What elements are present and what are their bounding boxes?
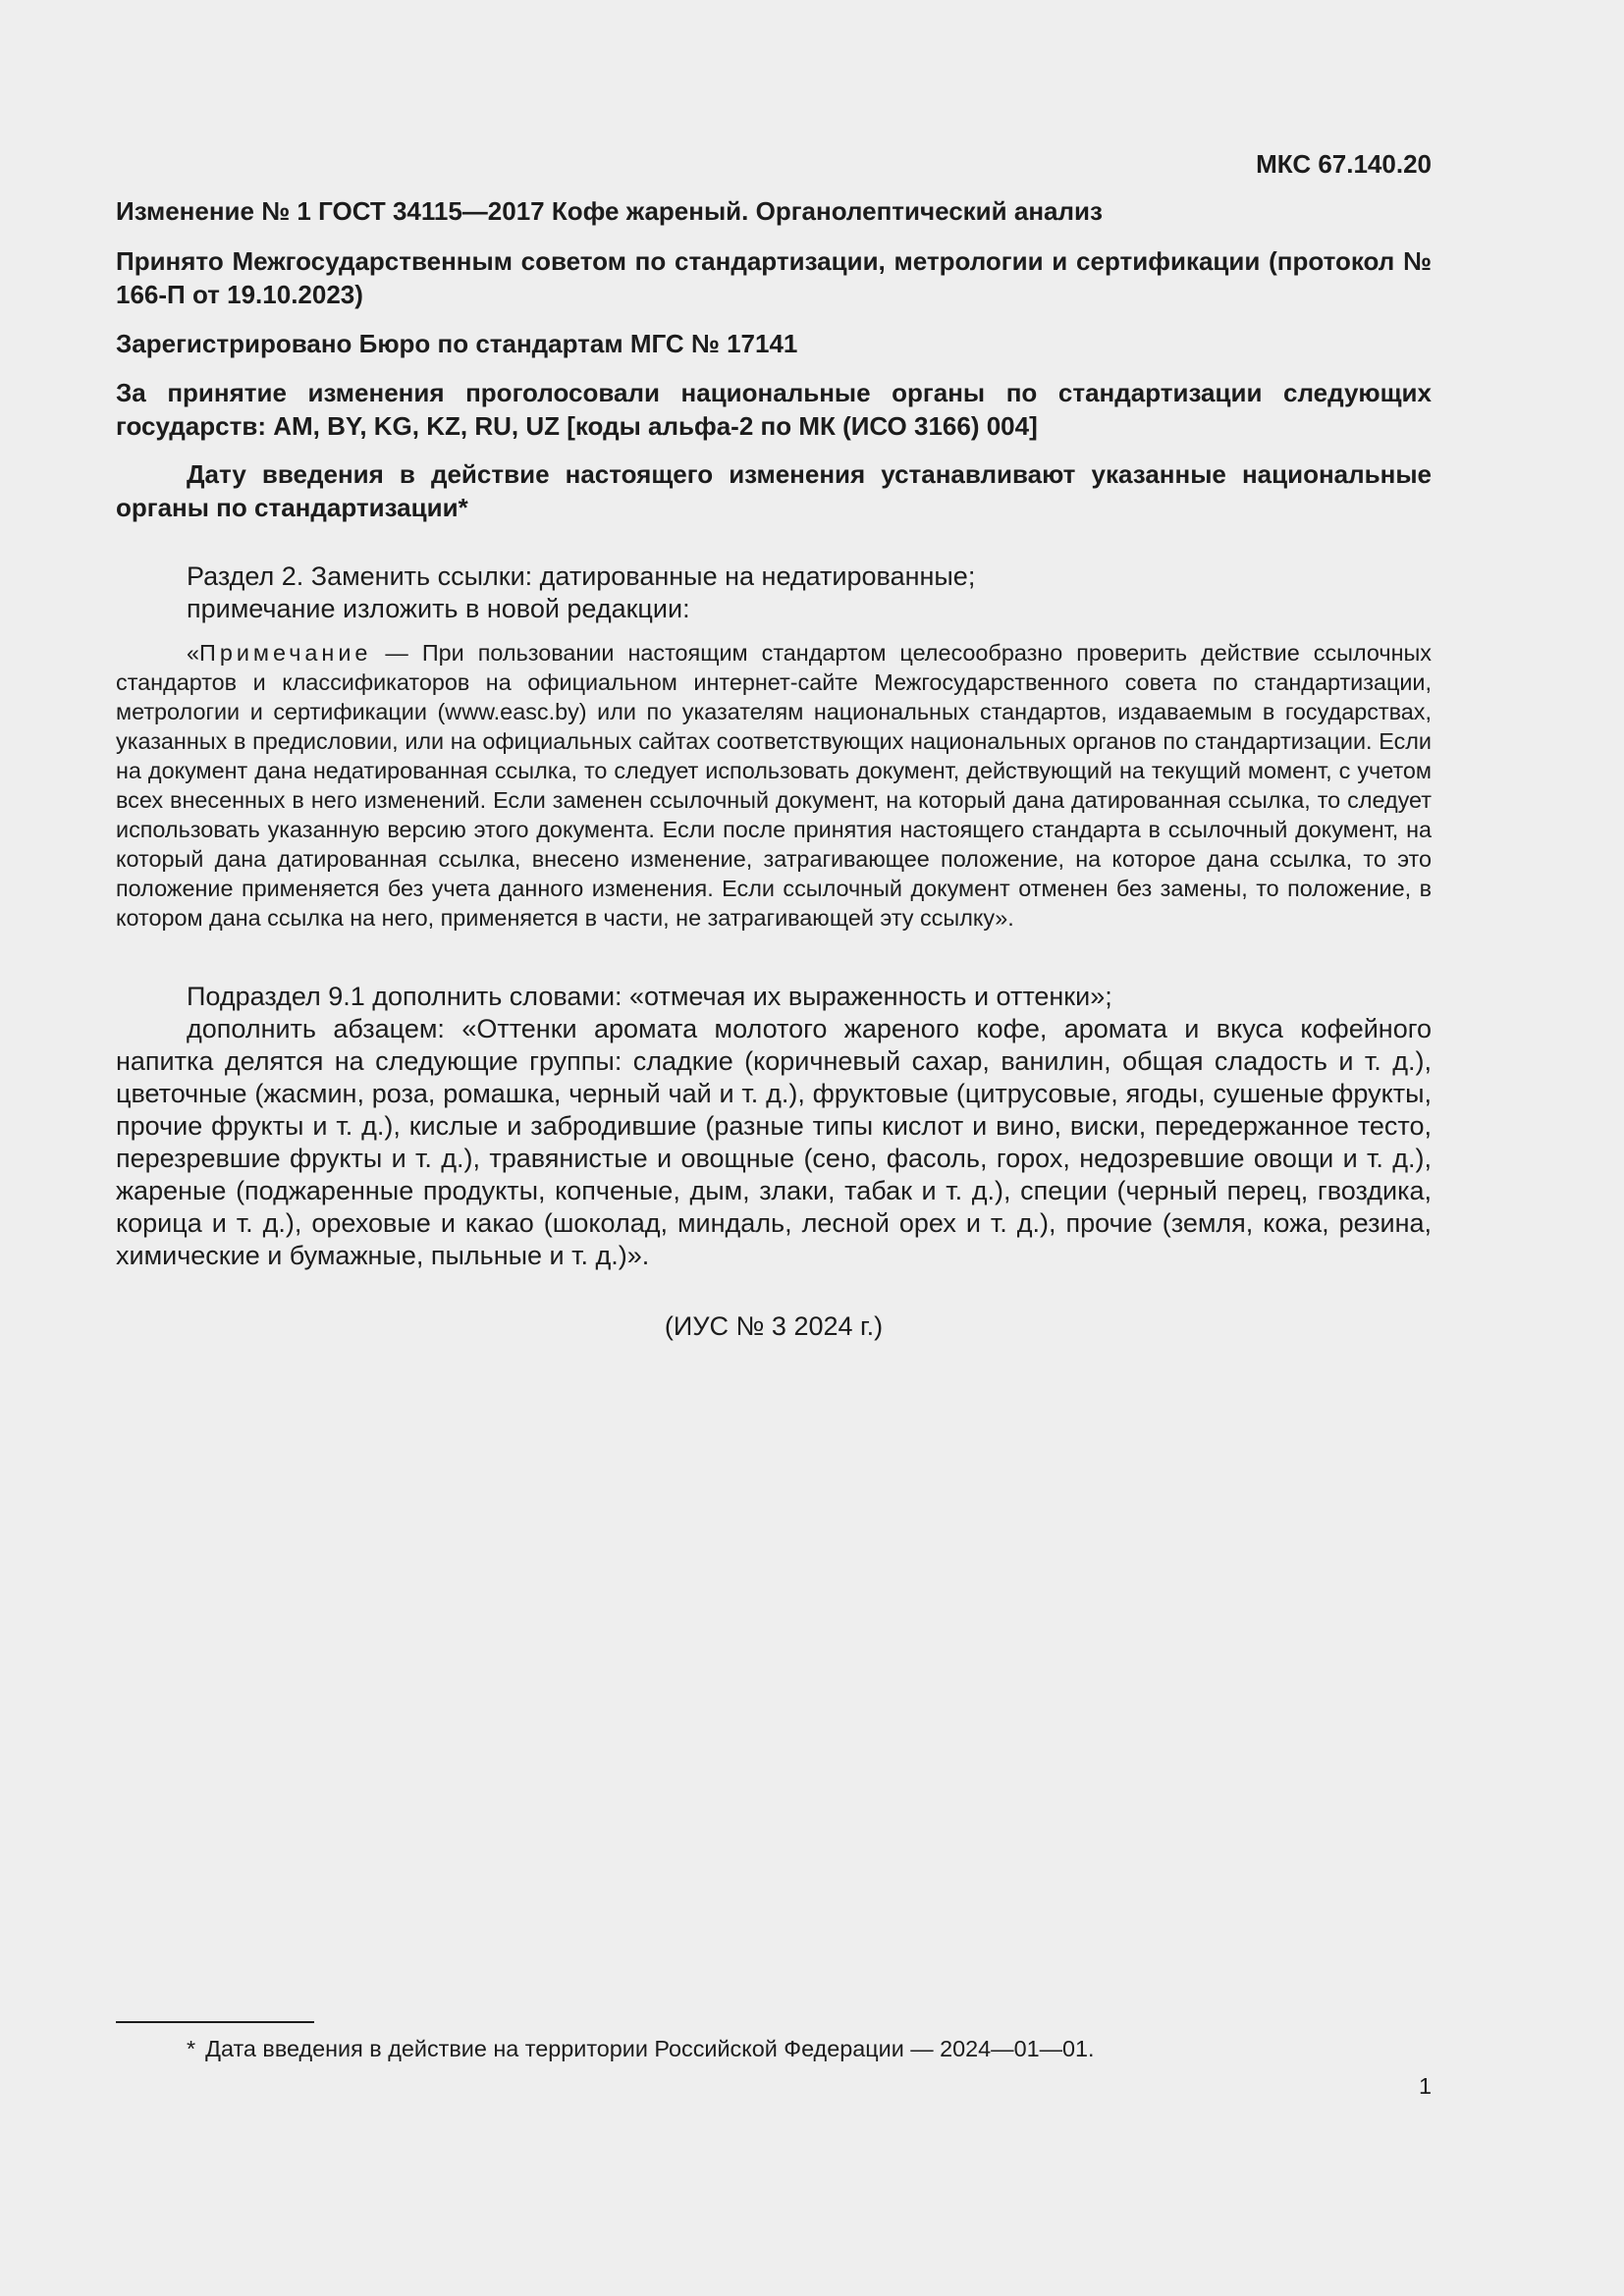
amendment-title: Изменение № 1 ГОСТ 34115—2017 Кофе жареный. Органолептический анализ	[116, 196, 1103, 226]
classification-code: МКС 67.140.20	[1256, 149, 1432, 179]
section-2-line-2: примечание изложить в новой редакции:	[187, 594, 690, 623]
section-2-instructions	[116, 561, 1432, 625]
note-open-quote: «	[187, 640, 200, 666]
adoption-statement: Принято Межгосударственным советом по стандартизации, метрологии и сертификации (протокол № 166-П от 19.10.2023)	[116, 246, 1432, 309]
footnote-divider	[116, 2021, 314, 2023]
section-2-line-1: Раздел 2. Заменить ссылки: датированные на недатированные;	[187, 561, 976, 591]
footnote-mark: *	[187, 2036, 196, 2061]
page-number: 1	[1418, 2073, 1432, 2099]
note-paragraph	[116, 638, 1432, 933]
note-label: Примечание	[199, 640, 372, 666]
subsection-9-1-instructions	[116, 981, 1432, 1272]
effective-date-statement: Дату введения в действие настоящего изменения устанавливают указанные национальные органы по стандартизации*	[116, 459, 1432, 522]
note-text: — При пользовании настоящим стандартом целесообразно проверить действие ссылочных стандартов и классификаторов на официальном интернет-сайте Межгосударственного совета по стандартизации, метрологии и сертификации (www.easc.by) или по указателям национальных стандартов, издаваемым в государствах, указанных в предисловии, или на официальных сайтах соответствующих национальных органов по стандартизации. Если на документ дана недатированная ссылка, то следует использовать документ, действующий на текущий момент, с учетом всех внесенных в него изменений. Если заменен ссылочный документ, на который дана датированная ссылка, то следует использовать указанную версию этого документа. Если после принятия настоящего стандарта в ссылочный документ, на который дана датированная ссылка, внесено изменение, затрагивающее положение, на которое дана ссылка, то это положение применяется без учета данного изменения. Если ссылочный документ отменен без замены, то положение, в котором дана ссылка на него, применяется в части, не затрагивающей эту ссылку».	[116, 640, 1432, 931]
registration-statement: Зарегистрировано Бюро по стандартам МГС № 17141	[116, 329, 798, 358]
footnote-text: Дата введения в действие на территории Российской Федерации — 2024—01—01.	[205, 2036, 1095, 2061]
subsection-9-1-line-1: Подраздел 9.1 дополнить словами: «отмечая их выраженность и оттенки»;	[187, 982, 1112, 1011]
voting-statement: За принятие изменения проголосовали национальные органы по стандартизации следующих государств: AM, BY, KG, KZ, RU, UZ [коды альфа-2 по МК (ИСО 3166) 004]	[116, 378, 1432, 441]
footnote	[187, 2034, 1095, 2063]
subsection-9-1-paragraph: дополнить абзацем: «Оттенки аромата молотого жареного кофе, аромата и вкуса кофейного напитка делятся на следующие группы: сладкие (коричневый сахар, ванилин, общая сладость и т. д.), цветочные (жасмин, роза, ромашка, черный чай и т. д.), фруктовые (цитрусовые, ягоды, сушеные фрукты, прочие фрукты и т. д.), кислые и забродившие (разные типы кислот и вино, виски, передержанное тесто, перезревшие фрукты и т. д.), травянистые и овощные (сено, фасоль, горох, недозревшие овощи и т. д.), жареные (поджаренные продукты, копченые, дым, злаки, табак и т. д.), специи (черный перец, гвоздика, корица и т. д.), ореховые и какао (шоколад, миндаль, лесной орех и т. д.), прочие (земля, кожа, резина, химические и бумажные, пыльные и т. д.)».	[116, 1014, 1432, 1270]
ius-reference: (ИУС № 3 2024 г.)	[664, 1311, 884, 1341]
